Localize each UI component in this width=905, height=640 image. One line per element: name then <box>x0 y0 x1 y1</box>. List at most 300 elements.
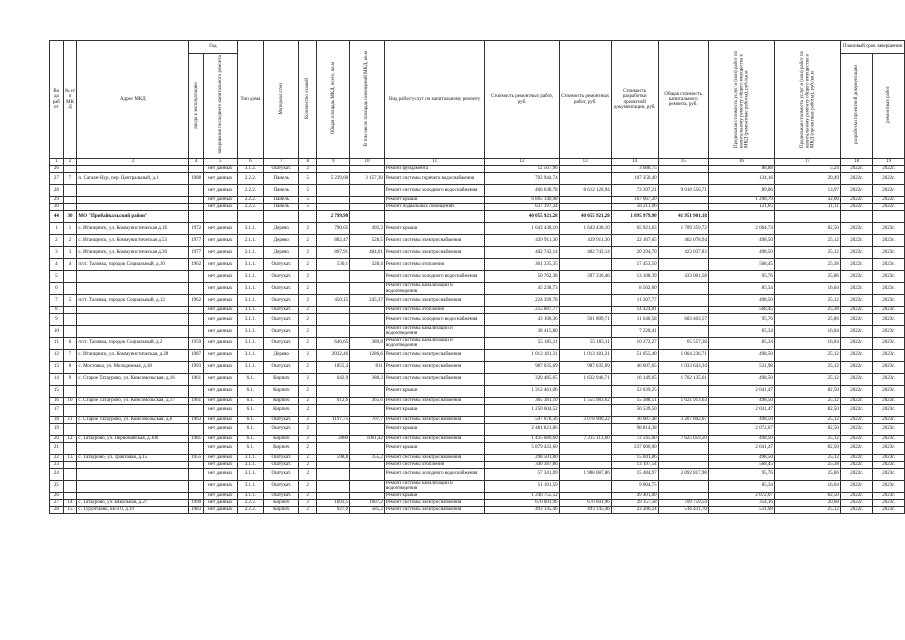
cell-total-area <box>317 185 350 197</box>
cell-last-repair: нет данных <box>204 235 237 247</box>
cell-house-type: 6.1. <box>237 397 264 404</box>
cell-house-type: 6.1. <box>237 373 264 385</box>
cell-commissioning-year: 1987 <box>189 349 204 361</box>
cell-wall-material: Дерево <box>264 247 299 259</box>
cell-design-cost: 107 350,40 <box>611 173 658 185</box>
cell-limit-repair: 498,50 <box>708 295 774 307</box>
cell-premises-area: 484,61 <box>350 247 385 259</box>
cell-repair-cost-total <box>559 480 611 492</box>
cell-last-repair: нет данных <box>204 385 237 397</box>
cell-commissioning-year: 1962 <box>189 259 204 271</box>
cell-total-cost <box>658 385 708 397</box>
cell-wall-material: Оштукат. <box>264 337 299 349</box>
cell-design-cost: 7 220,41 <box>611 326 658 338</box>
cell-design-deadline: 2022г. <box>840 385 872 397</box>
cell-repair-cost-total <box>559 166 611 173</box>
cell-limit-design: 25,86 <box>774 468 840 480</box>
cell-repair-deadline: 2023г. <box>873 461 905 468</box>
table-row <box>50 506 905 513</box>
cell-total-area <box>317 492 350 499</box>
cell-total-area: 1197,75 <box>317 416 350 423</box>
cell-limit-design: 25,12 <box>774 235 840 247</box>
cell-limit-design: 16,04 <box>774 283 840 295</box>
cell-commissioning-year <box>189 197 204 204</box>
cell-wall-material: Кирпич <box>264 397 299 404</box>
cell-commissioning-year: 1972 <box>189 223 204 235</box>
cell-total-cost: 709 759,54 <box>658 499 708 506</box>
cell-design-cost: 22 167,65 <box>611 235 658 247</box>
cell-work-type: Ремонт системы канализации и водоотведения <box>384 337 485 349</box>
cell-total-area: 612,6 <box>317 397 350 404</box>
cell-design-deadline: 2022г. <box>840 235 872 247</box>
table-row <box>50 204 905 211</box>
cell-house-type: 6.1. <box>237 435 264 442</box>
cell-work-type: Ремонт крыши <box>384 492 485 499</box>
cell-address <box>77 385 189 397</box>
cell-total-area: 790,05 <box>317 223 350 235</box>
cell-last-repair: нет данных <box>204 435 237 442</box>
cell-repair-cost-total <box>559 283 611 295</box>
cell-commissioning-year: 1963 <box>189 416 204 423</box>
cell-repair-cost: 1 435 689,60 <box>485 435 559 442</box>
cell-address <box>77 404 189 416</box>
cell-premises-area: 365,6 <box>350 397 385 404</box>
cell-building-number <box>63 185 77 197</box>
cell-wall-material: Панель <box>264 197 299 204</box>
cell-total-cost <box>658 326 708 338</box>
cell-building-number: 13 <box>63 454 77 461</box>
cell-address: п/ст. Таловка, городок Социальный, д.2 <box>77 337 189 349</box>
cell-last-repair: нет данных <box>204 271 237 283</box>
cell-work-type: Ремонт системы канализации и водоотведения <box>384 326 485 338</box>
cell-design-deadline: 2022г. <box>840 492 872 499</box>
cell-premises-area: 585,2 <box>350 506 385 513</box>
cell-commissioning-year: 1981 <box>189 435 204 442</box>
cell-design-deadline: 2022г. <box>840 307 872 314</box>
cell-total-area: 646,65 <box>317 337 350 349</box>
cell-work-type: Ремонт фундамента <box>384 166 485 173</box>
cell-limit-design <box>774 211 840 223</box>
cell-limit-repair: 498,50 <box>708 235 774 247</box>
column-number-row <box>50 159 905 166</box>
cell-repair-cost-total: 55 185,11 <box>559 337 611 349</box>
cell-commissioning-year <box>189 385 204 397</box>
cell-house-type: 3.1.1. <box>237 223 264 235</box>
cell-commissioning-year <box>189 204 204 211</box>
cell-address <box>77 307 189 314</box>
cell-commissioning-year: 1983 <box>189 506 204 513</box>
cell-repair-cost: 702 944,74 <box>485 173 559 185</box>
cell-design-cost: 167 667,20 <box>611 197 658 204</box>
table-header <box>50 41 905 159</box>
cell-total-cost <box>658 461 708 468</box>
cell-design-deadline: 2022г. <box>840 480 872 492</box>
cell-last-repair: нет данных <box>204 492 237 499</box>
cell-building-number <box>63 204 77 211</box>
cell-total-area: 927,0 <box>317 506 350 513</box>
cell-design-cost: 65 921,63 <box>611 223 658 235</box>
header-total-cost: Общая стоимость капитального ремонта, руб. <box>658 41 708 159</box>
cell-repair-deadline: 2023г. <box>873 423 905 435</box>
cell-house-type: 3.1.1. <box>237 454 264 461</box>
cell-house-type: 3.1.1. <box>237 492 264 499</box>
cell-work-type: Ремонт системы электроснабжения <box>384 435 485 442</box>
cell-last-repair: нет данных <box>204 259 237 271</box>
cell-limit-repair: 568,45 <box>708 461 774 468</box>
cell-work-type: Ремонт системы электроснабжения <box>384 499 485 506</box>
cell-address: с. Турунтаево, кв-л 0, д.19 <box>77 506 189 513</box>
cell-repair-cost: 55 185,11 <box>485 337 559 349</box>
cell-house-type: 3.1.1. <box>237 283 264 295</box>
cell-commissioning-year <box>189 468 204 480</box>
cell-total-area: 450,15 <box>317 295 350 307</box>
cell-limit-repair: 121,65 <box>708 204 774 211</box>
cell-repair-deadline: 2023г. <box>873 283 905 295</box>
cell-repair-deadline: 2022г. <box>873 197 905 204</box>
cell-index: 28 <box>50 506 64 513</box>
table-row <box>50 271 905 283</box>
table-row <box>50 361 905 373</box>
cell-total-area: 642,9 <box>317 373 350 385</box>
cell-building-number <box>63 461 77 468</box>
cell-design-deadline: 2022г. <box>840 259 872 271</box>
cell-repair-cost-total <box>559 307 611 314</box>
cell-floors: 2 <box>299 326 317 338</box>
table-row <box>50 185 905 197</box>
cell-repair-deadline: 2023г. <box>873 235 905 247</box>
cell-premises-area: 389,8 <box>350 337 385 349</box>
cell-floors: 2 <box>299 373 317 385</box>
cell-total-area <box>317 307 350 314</box>
column-number: 3 <box>77 159 189 166</box>
cell-address: с. Старое Татаурово, ул. Комсомольская, д.16 <box>77 373 189 385</box>
cell-index: 2 <box>50 235 64 247</box>
table-row <box>50 314 905 326</box>
cell-total-cost: 423 037,83 <box>658 247 708 259</box>
cell-repair-cost: 320 485,65 <box>485 373 559 385</box>
cell-address: с. Старое Татаурово, ул. Комсомольская, д.17 <box>77 397 189 404</box>
column-number: 13 <box>559 159 611 166</box>
cell-address <box>77 271 189 283</box>
cell-design-deadline: 2022г. <box>840 506 872 513</box>
cell-premises-area <box>350 185 385 197</box>
cell-total-cost: 603 403,57 <box>658 314 708 326</box>
cell-work-type: Ремонт системы электроснабжения <box>384 506 485 513</box>
cell-repair-cost-total <box>559 461 611 468</box>
cell-work-type: Ремонт системы отопления <box>384 259 485 271</box>
cell-house-type: 3.1.1. <box>237 337 264 349</box>
cell-index: 15 <box>50 385 64 397</box>
cell-last-repair: нет данных <box>204 454 237 461</box>
cell-limit-design: 82,50 <box>774 423 840 435</box>
column-number: 17 <box>774 159 840 166</box>
cell-building-number <box>63 326 77 338</box>
header-year-group: Год <box>189 41 237 54</box>
cell-floors: 2 <box>299 271 317 283</box>
cell-wall-material: Дерево <box>264 223 299 235</box>
cell-work-type: Ремонт крыши <box>384 223 485 235</box>
cell-index: 13 <box>50 361 64 373</box>
cell-work-type: Ремонт системы электроснабжения <box>384 397 485 404</box>
cell-work-type: Ремонт системы горячего водоснабжения <box>384 173 485 185</box>
cell-commissioning-year: 1961 <box>189 373 204 385</box>
cell-commissioning-year: 1959 <box>189 337 204 349</box>
cell-premises-area <box>350 468 385 480</box>
cell-address: с. Старое Татаурово, ул. Комсомольская, д.6 <box>77 416 189 423</box>
cell-building-number: 12 <box>63 435 77 442</box>
cell-house-type: 6.1. <box>237 416 264 423</box>
cell-repair-cost-total: 8 612 120,94 <box>559 185 611 197</box>
cell-design-cost: 20 294,70 <box>611 247 658 259</box>
cell-work-type: Ремонт системы холодного водоснабжения <box>384 271 485 283</box>
cell-work-type: Ремонт системы электроснабжения <box>384 349 485 361</box>
cell-floors: 5 <box>299 204 317 211</box>
cell-wall-material: Кирпич <box>264 435 299 442</box>
cell-repair-cost: 255 887,77 <box>485 307 559 314</box>
cell-limit-repair: 88,88 <box>708 166 774 173</box>
cell-repair-deadline: 2023г. <box>873 349 905 361</box>
cell-design-cost: 1 895 979,90 <box>611 211 658 223</box>
cell-limit-repair: 498,50 <box>708 349 774 361</box>
cell-repair-deadline: 2023г. <box>873 271 905 283</box>
cell-limit-repair: 85,34 <box>708 337 774 349</box>
cell-total-cost <box>658 442 708 454</box>
cell-limit-design: 82,50 <box>774 442 840 454</box>
cell-total-cost <box>658 307 708 314</box>
cell-repair-cost: 6 805 140,08 <box>485 197 559 204</box>
cell-repair-deadline: 2023г. <box>873 385 905 397</box>
cell-building-number: 6 <box>63 337 77 349</box>
cell-floors: 2 <box>299 166 317 173</box>
cell-floors: 2 <box>299 404 317 416</box>
table-row <box>50 326 905 338</box>
cell-commissioning-year <box>189 166 204 173</box>
cell-building-number <box>63 404 77 416</box>
cell-last-repair: нет данных <box>204 397 237 404</box>
cell-premises-area: 492,3 <box>350 223 385 235</box>
cell-address <box>77 204 189 211</box>
cell-building-number <box>63 283 77 295</box>
cell-wall-material: Оштукат. <box>264 271 299 283</box>
cell-repair-deadline: 2023г. <box>873 506 905 513</box>
cell-index: 1 <box>50 223 64 235</box>
cell-repair-cost: 1 643 438,10 <box>485 223 559 235</box>
table-row <box>50 283 905 295</box>
cell-premises-area <box>350 385 385 397</box>
cell-limit-repair: 2 041,47 <box>708 442 774 454</box>
cell-repair-cost: 38 415,80 <box>485 326 559 338</box>
cell-last-repair: нет данных <box>204 461 237 468</box>
cell-floors: 2 <box>299 397 317 404</box>
header-repair-cost-total: Стоимость ремонтных работ, руб. <box>559 41 611 159</box>
cell-house-type: 6.1. <box>237 423 264 435</box>
cell-limit-repair: 2 072,07 <box>708 423 774 435</box>
cell-wall-material: Дерево <box>264 349 299 361</box>
cell-repair-cost: 40 055 921,28 <box>485 211 559 223</box>
cell-limit-repair: 89,06 <box>708 185 774 197</box>
cell-repair-cost: 298 501,80 <box>485 454 559 461</box>
cell-floors: 5 <box>299 173 317 185</box>
cell-floors: 2 <box>299 480 317 492</box>
table-row <box>50 397 905 404</box>
cell-repair-cost: 43 106,36 <box>485 314 559 326</box>
cell-last-repair: нет данных <box>204 404 237 416</box>
cell-wall-material: Оштукат. <box>264 283 299 295</box>
cell-limit-design: 25,12 <box>774 361 840 373</box>
cell-total-cost <box>658 404 708 416</box>
cell-work-type: Ремонт крыши <box>384 442 485 454</box>
cell-limit-design: 25,12 <box>774 247 840 259</box>
table-row <box>50 492 905 499</box>
cell-index: 21 <box>50 442 64 454</box>
cell-floors: 2 <box>299 307 317 314</box>
cell-premises-area <box>350 283 385 295</box>
cell-premises-area <box>350 492 385 499</box>
cell-premises-area: 388,3 <box>350 373 385 385</box>
cell-house-type: 3.1.1. <box>237 307 264 314</box>
cell-design-cost: 11 640,58 <box>611 314 658 326</box>
cell-wall-material: Кирпич <box>264 506 299 513</box>
cell-index: 5 <box>50 271 64 283</box>
cell-work-type: Ремонт системы электроснабжения <box>384 247 485 259</box>
cell-index: 28 <box>50 185 64 197</box>
cell-last-repair: нет данных <box>204 283 237 295</box>
cell-work-type: Ремонт крыши <box>384 404 485 416</box>
cell-design-cost: 10 372,27 <box>611 337 658 349</box>
cell-address <box>77 480 189 492</box>
header-floors: Количество этажей <box>299 41 317 159</box>
cell-total-cost <box>658 259 708 271</box>
cell-design-deadline: 2022г. <box>840 337 872 349</box>
cell-total-cost: 65 557,38 <box>658 337 708 349</box>
column-number: 19 <box>873 159 905 166</box>
cell-house-type: 6.1. <box>237 442 264 454</box>
cell-premises-area <box>350 461 385 468</box>
cell-address <box>77 283 189 295</box>
cell-house-type: 2.1.1. <box>237 247 264 259</box>
cell-floors: 5 <box>299 185 317 197</box>
cell-last-repair: нет данных <box>204 247 237 259</box>
cell-premises-area: 1286,6 <box>350 349 385 361</box>
cell-last-repair: нет данных <box>204 480 237 492</box>
cell-house-type: 2.2.2. <box>237 173 264 185</box>
table-row <box>50 442 905 454</box>
cell-repair-deadline: 2023г. <box>873 454 905 461</box>
cell-address: с. Итанцинск, ул. Коммунистическая д.53 <box>77 235 189 247</box>
cell-index: 7 <box>50 295 64 307</box>
cell-limit-repair: 531,98 <box>708 361 774 373</box>
cell-commissioning-year <box>189 307 204 314</box>
cell-repair-cost: 439 911,30 <box>485 235 559 247</box>
cell-premises-area <box>350 271 385 283</box>
cell-limit-repair: 498,50 <box>708 247 774 259</box>
cell-floors: 2 <box>299 314 317 326</box>
table-row <box>50 307 905 314</box>
cell-design-deadline: 2022г. <box>840 499 872 506</box>
cell-floors: 2 <box>299 283 317 295</box>
cell-house-type: 3.1.1. <box>237 314 264 326</box>
cell-total-cost: 3 207 802,07 <box>658 416 708 423</box>
cell-repair-cost: 1 250 604,52 <box>485 404 559 416</box>
cell-repair-deadline: 2023г. <box>873 373 905 385</box>
cell-wall-material: Оштукат. <box>264 480 299 492</box>
cell-commissioning-year <box>189 326 204 338</box>
cell-total-cost <box>658 283 708 295</box>
cell-limit-repair: 498,50 <box>708 373 774 385</box>
cell-last-repair: нет данных <box>204 499 237 506</box>
header-address: Адрес МКД <box>77 41 189 159</box>
cell-last-repair: нет данных <box>204 349 237 361</box>
cell-total-cost: 433 001,58 <box>658 271 708 283</box>
cell-building-number: 9 <box>63 373 77 385</box>
cell-limit-repair: 95,76 <box>708 271 774 283</box>
cell-index: 22 <box>50 454 64 461</box>
cell-design-deadline: 2022г. <box>840 197 872 204</box>
cell-total-cost: 462 078,94 <box>658 235 708 247</box>
cell-building-number: 8 <box>63 361 77 373</box>
cell-total-cost <box>658 492 708 499</box>
cell-commissioning-year <box>189 314 204 326</box>
cell-limit-repair: 498,50 <box>708 435 774 442</box>
cell-index: 25 <box>50 480 64 492</box>
cell-house-type: 3.1.1. <box>237 468 264 480</box>
cell-wall-material: Оштукат. <box>264 166 299 173</box>
cell-last-repair: нет данных <box>204 223 237 235</box>
cell-repair-deadline: 2023г. <box>873 404 905 416</box>
table-row <box>50 235 905 247</box>
cell-repair-deadline: 2023г. <box>873 337 905 349</box>
cell-work-type: Ремонт подвальных помещений <box>384 204 485 211</box>
cell-premises-area: 811 <box>350 361 385 373</box>
cell-index: 29 <box>50 197 64 204</box>
cell-wall-material: Оштукат. <box>264 454 299 461</box>
cell-design-cost: 3 688,75 <box>611 166 658 173</box>
cell-work-type: Ремонт крыши <box>384 197 485 204</box>
cell-repair-cost: 2 481 821,86 <box>485 423 559 435</box>
cell-building-number <box>63 197 77 204</box>
cell-index: 27 <box>50 499 64 506</box>
cell-building-number <box>63 385 77 397</box>
cell-repair-cost-total <box>559 492 611 499</box>
cell-design-cost: 16 149,65 <box>611 373 658 385</box>
cell-design-cost: 72 345,60 <box>611 435 658 442</box>
cell-premises-area <box>350 197 385 204</box>
cell-design-deadline: 2022г. <box>840 416 872 423</box>
cell-repair-deadline: 2023г. <box>873 416 905 423</box>
cell-repair-deadline: 2022г. <box>873 173 905 185</box>
cell-work-type: Ремонт системы электроснабжения <box>384 373 485 385</box>
cell-design-deadline: 2022г. <box>840 326 872 338</box>
cell-total-area: 598,8 <box>317 454 350 461</box>
cell-floors: 2 <box>299 454 317 461</box>
cell-design-cost: 51 055,40 <box>611 349 658 361</box>
table-row <box>50 223 905 235</box>
cell-premises-area <box>350 423 385 435</box>
cell-work-type: Ремонт системы канализации и водоотведения <box>384 480 485 492</box>
cell-house-type: 2.2.2. <box>237 197 264 204</box>
cell-house-type: 3.1.1. <box>237 271 264 283</box>
cell-repair-deadline: 2023г. <box>873 442 905 454</box>
cell-design-cost: 13 108,39 <box>611 271 658 283</box>
cell-work-type: Ремонт системы канализации и водоотведения <box>384 283 485 295</box>
cell-building-number <box>63 271 77 283</box>
header-work-type: Вид работ/услуг по капитальному ремонту <box>384 41 485 159</box>
cell-design-deadline: 2022г. <box>840 283 872 295</box>
cell-design-cost: 73 397,21 <box>611 185 658 197</box>
cell-design-cost: 58 211,96 <box>611 204 658 211</box>
cell-premises-area: 355,2 <box>350 454 385 461</box>
cell-total-area <box>317 283 350 295</box>
